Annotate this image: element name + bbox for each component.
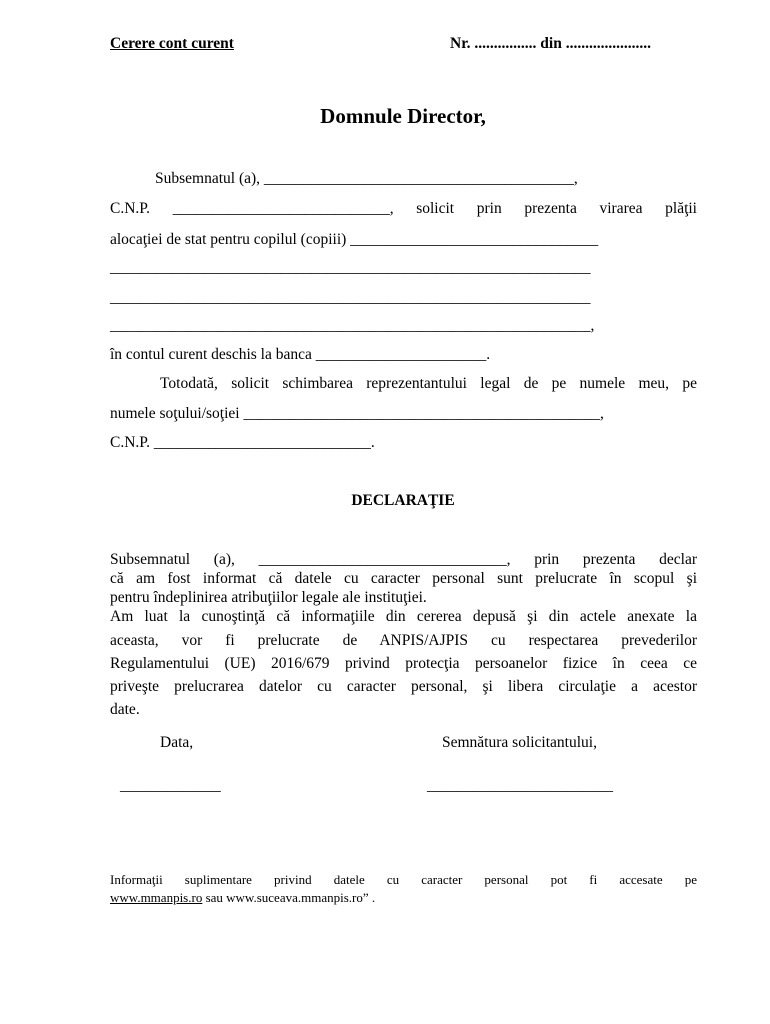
- declaration-line-1: Subsemnatul (a), ________________________________, prin prezenta declar: [110, 551, 697, 568]
- declaration-line-3: pentru îndeplinirea atribuţiilor legale ale instituţiei.: [110, 589, 427, 606]
- body-line-9: numele soţului/soţiei ______________________________________________,: [110, 405, 604, 422]
- body-line-10: C.N.P. ____________________________.: [110, 434, 375, 451]
- form-type-label: Cerere cont curent: [110, 35, 234, 52]
- body-line-2: C.N.P. ____________________________, solicit prin prezenta virarea plăţii: [110, 200, 697, 217]
- date-field: _____________: [120, 777, 221, 794]
- registration-number: Nr. ................ din ......................: [450, 35, 651, 52]
- footer-links-rest: sau www.suceava.mmanpis.ro” .: [202, 890, 376, 905]
- declaration-title: DECLARAŢIE: [351, 492, 455, 509]
- footer-links: [110, 890, 375, 906]
- page-title: Domnule Director,: [320, 104, 486, 128]
- declaration-line-6: Regulamentului (UE) 2016/679 privind protecţia persoanelor fizice în ceea ce: [110, 655, 697, 672]
- mmanpis-link[interactable]: www.mmanpis.ro: [110, 890, 203, 905]
- footer-info-line: Informaţii suplimentare privind datele cu caracter personal pot fi accesate pe: [110, 872, 697, 887]
- body-line-1: Subsemnatul (a), ________________________________________,: [155, 170, 578, 187]
- body-line-8: Totodată, solicit schimbarea reprezentantului legal de pe numele meu, pe: [160, 375, 697, 392]
- body-line-7: în contul curent deschis la banca ______________________.: [110, 346, 491, 363]
- declaration-line-8: date.: [110, 701, 140, 718]
- body-line-5: ______________________________________________________________: [110, 289, 591, 306]
- declaration-line-5: aceasta, vor fi prelucrate de ANPIS/AJPIS cu respectarea prevederilor: [110, 632, 697, 649]
- declaration-line-2: că am fost informat că datele cu caracter personal sunt prelucrate în scopul şi: [110, 570, 697, 587]
- body-line-6: ______________________________________________________________,: [110, 317, 595, 334]
- date-label: Data,: [160, 734, 194, 751]
- declaration-line-7: priveşte prelucrarea datelor cu caracter personal, şi libera circulaţie a acestor: [110, 678, 697, 695]
- body-line-3: alocaţiei de stat pentru copilul (copiii) ________________________________: [110, 231, 599, 248]
- signature-label: Semnătura solicitantului,: [442, 734, 597, 751]
- declaration-line-4: Am luat la cunoştinţă că informaţiile din cererea depusă şi din actele anexate la: [110, 608, 697, 625]
- body-line-4: ______________________________________________________________: [110, 259, 591, 276]
- signature-field: ________________________: [427, 777, 613, 794]
